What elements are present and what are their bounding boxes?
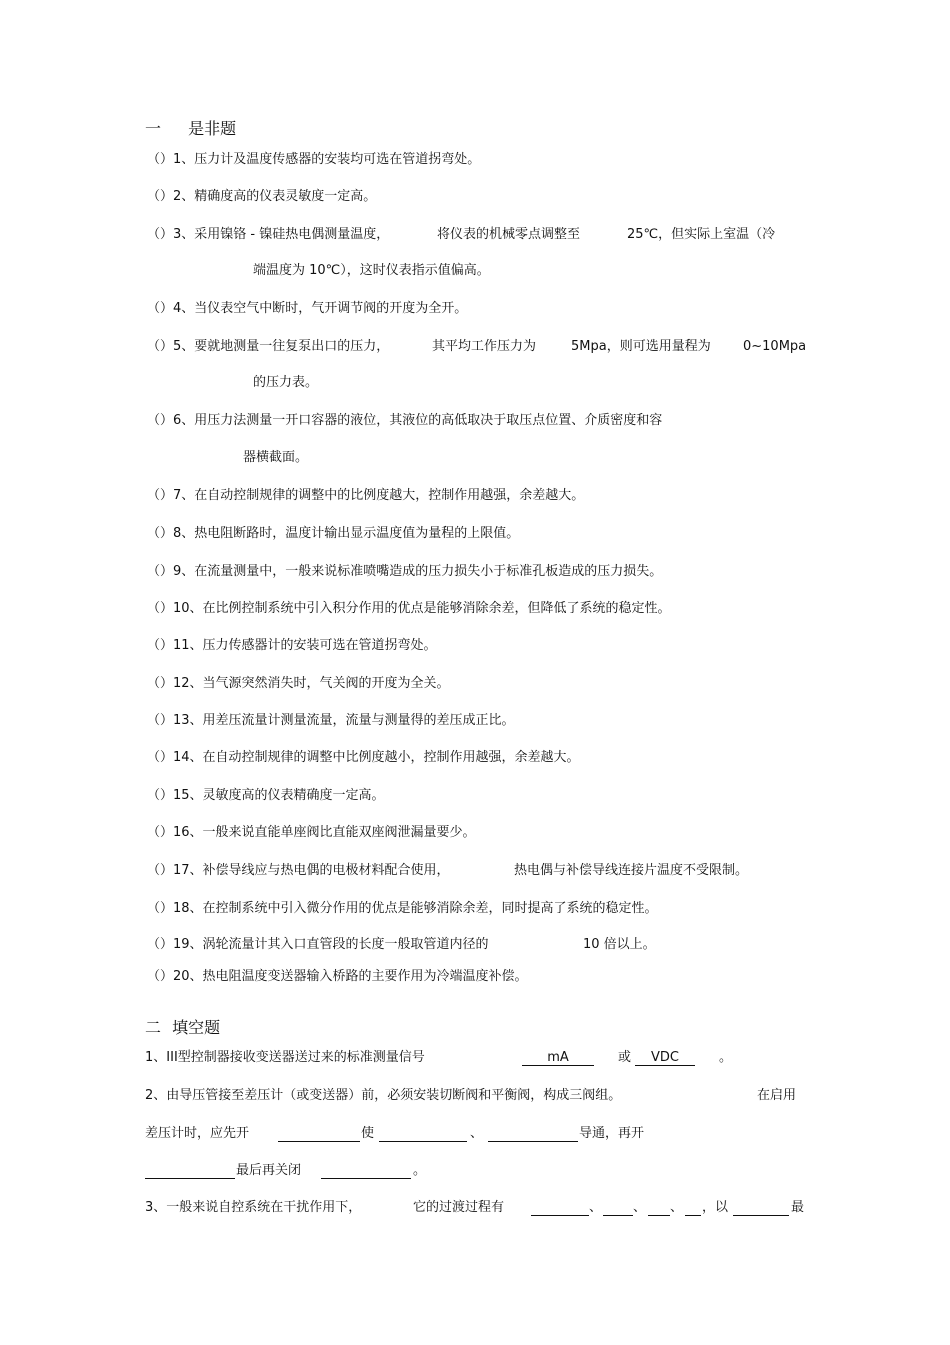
fill-in-3-text-b: 它的过渡过程有 <box>413 1200 505 1215</box>
question-1: （）1、压力计及温度传感器的安装均可选在管道拐弯处。 <box>147 152 481 167</box>
question-14: （）14、在自动控制规律的调整中比例度越小，控制作用越强，余差越大。 <box>147 750 580 765</box>
question-5-part-b: 其平均工作压力为 <box>432 339 537 354</box>
section-1-number: 一 <box>145 119 162 138</box>
question-3-part-b: 将仪表的机械零点调整至 <box>437 227 581 242</box>
question-18: （）18、在控制系统中引入微分作用的优点是能够消除余差，同时提高了系统的稳定性。 <box>147 901 658 916</box>
question-5-part-c: 5Mpa，则可选用量程为 <box>571 339 711 354</box>
question-17-part-a: （）17、补偿导线应与热电偶的电极材料配合使用， <box>147 863 450 878</box>
fill-in-2-line-2-text-d: 导通，再开 <box>579 1126 645 1141</box>
question-7: （）7、在自动控制规律的调整中的比例度越大，控制作用越强，余差越大。 <box>147 488 585 503</box>
question-11: （）11、压力传感器计的安装可选在管道拐弯处。 <box>147 638 437 653</box>
fill-in-3-blank-4 <box>685 1199 701 1216</box>
fill-in-1 <box>145 1049 745 1067</box>
fill-in-2-blank-2 <box>379 1125 467 1142</box>
fill-in-1-end: 。 <box>719 1050 733 1065</box>
question-17-part-b: 热电偶与补偿导线连接片温度不受限制。 <box>514 863 749 878</box>
fill-in-2-line-3-text: 最后再关闭 <box>236 1163 302 1178</box>
question-17 <box>147 862 817 880</box>
fill-in-3 <box>145 1199 815 1217</box>
question-5-part-a: （）5、要就地测量一往复泵出口的压力， <box>147 339 390 354</box>
question-6: （）6、用压力法测量一开口容器的液位，其液位的高低取决于取压点位置、介质密度和容 <box>147 413 663 428</box>
fill-in-2-line-1-right: 在启用 <box>757 1088 797 1103</box>
section-2-title: 填空题 <box>172 1018 221 1037</box>
fill-in-3-blank-1 <box>531 1199 589 1216</box>
fill-in-2-line-2 <box>145 1125 815 1143</box>
question-12: （）12、当气源突然消失时，气关阀的开度为全关。 <box>147 676 450 691</box>
fill-in-2-line-2-sep: 、 <box>470 1126 484 1141</box>
fill-in-2-line-2-text-b: 使 <box>361 1126 375 1141</box>
fill-in-1-blank-1: mA <box>522 1049 594 1066</box>
question-20: （）20、热电阻温度变送器输入桥路的主要作用为冷端温度补偿。 <box>147 969 528 984</box>
fill-in-3-text-a: 3、一般来说自控系统在干扰作用下， <box>145 1200 362 1215</box>
fill-in-1-blank-2: VDC <box>635 1049 695 1066</box>
section-2-number: 二 <box>145 1018 162 1037</box>
fill-in-2-blank-5 <box>321 1162 411 1179</box>
fill-in-2-blank-4 <box>145 1162 235 1179</box>
fill-in-1-or: 或 <box>618 1050 632 1065</box>
fill-in-2-blank-1 <box>278 1125 360 1142</box>
fill-in-3-blank-3 <box>648 1199 670 1216</box>
question-5-continuation: 的压力表。 <box>253 375 319 390</box>
question-3-part-a: （）3、采用镍铬 - 镍硅热电偶测量温度， <box>147 227 390 242</box>
question-15: （）15、灵敏度高的仪表精确度一定高。 <box>147 788 385 803</box>
fill-in-3-sep-1: 、 <box>589 1200 603 1215</box>
question-3 <box>147 226 817 244</box>
question-3-continuation: 端温度为 10℃），这时仪表指示值偏高。 <box>253 263 490 278</box>
question-19-part-b: 10 倍以上。 <box>583 937 656 952</box>
fill-in-2-blank-3 <box>488 1125 578 1142</box>
fill-in-3-blank-2 <box>603 1199 633 1216</box>
fill-in-2-line-3-end: 。 <box>413 1163 427 1178</box>
question-8: （）8、热电阻断路时，温度计输出显示温度值为量程的上限值。 <box>147 526 520 541</box>
question-5-part-d: 0~10Mpa <box>743 339 807 354</box>
fill-in-2-line-2-text-a: 差压计时，应先开 <box>145 1126 250 1141</box>
fill-in-1-text: 1、III型控制器接收变送器送过来的标准测量信号 <box>145 1050 425 1065</box>
fill-in-2-line-1-text: 2、由导压管接至差压计（或变送器）前，必须安装切断阀和平衡阀，构成三阀组。 <box>145 1088 622 1103</box>
question-16: （）16、一般来说直能单座阀比直能双座阀泄漏量要少。 <box>147 825 476 840</box>
question-19-part-a: （）19、涡轮流量计其入口直管段的长度一般取管道内径的 <box>147 937 489 952</box>
question-2: （）2、精确度高的仪表灵敏度一定高。 <box>147 189 377 204</box>
question-9: （）9、在流量测量中，一般来说标准喷嘴造成的压力损失小于标准孔板造成的压力损失。 <box>147 564 663 579</box>
fill-in-3-sep-2: 、 <box>633 1200 647 1215</box>
section-1-heading <box>145 119 236 139</box>
question-4: （）4、当仪表空气中断时，气开调节阀的开度为全开。 <box>147 301 468 316</box>
fill-in-3-blank-5 <box>733 1199 789 1216</box>
section-1-title: 是非题 <box>188 119 237 138</box>
fill-in-2-line-1 <box>145 1087 815 1105</box>
question-6-continuation: 器横截面。 <box>243 450 309 465</box>
section-2-heading <box>145 1018 220 1038</box>
fill-in-3-text-d: 最 <box>791 1200 805 1215</box>
question-10: （）10、在比例控制系统中引入积分作用的优点是能够消除余差，但降低了系统的稳定性。 <box>147 601 671 616</box>
fill-in-3-sep-3: 、 <box>670 1200 684 1215</box>
question-5 <box>147 338 817 356</box>
fill-in-2-line-3 <box>145 1162 815 1180</box>
question-13: （）13、用差压流量计测量流量，流量与测量得的差压成正比。 <box>147 713 515 728</box>
question-3-part-c: 25℃，但实际上室温（冷 <box>627 227 776 242</box>
fill-in-3-text-c: ，以 <box>702 1200 729 1215</box>
question-19 <box>147 936 817 954</box>
